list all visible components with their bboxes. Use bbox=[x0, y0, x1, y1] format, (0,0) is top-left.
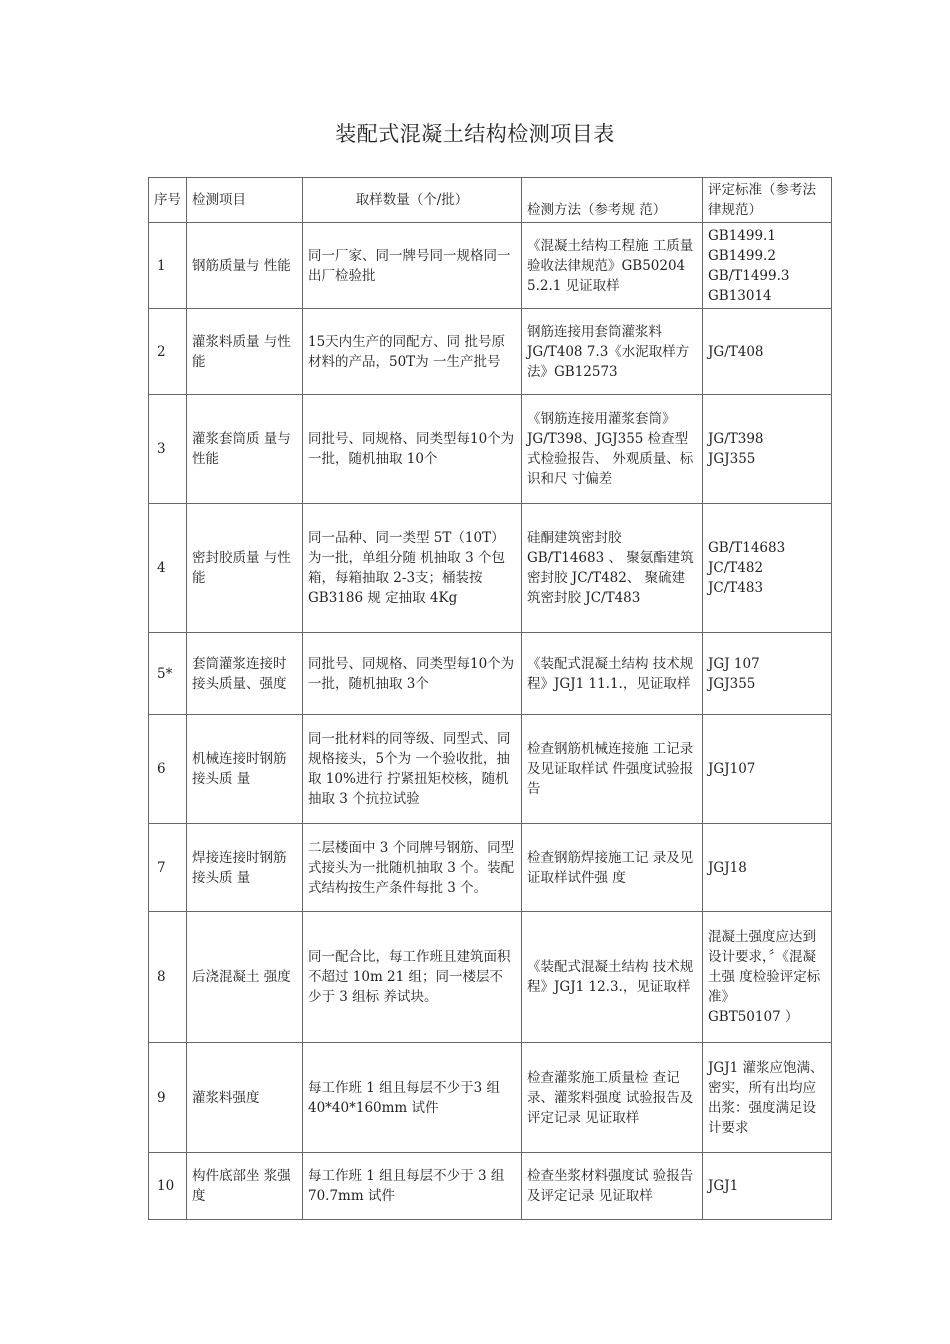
inspection-table bbox=[148, 177, 832, 1220]
row-standard bbox=[703, 1043, 832, 1153]
standard-line: GB1499.1 bbox=[708, 227, 776, 244]
row-method: 检查灌浆施工质量检 查记录、灌浆料强度 试验报告及评定记录 见证取样 bbox=[522, 1043, 703, 1153]
header-standard: 评定标准（参考法律规范） bbox=[703, 178, 832, 223]
header-no: 序号 bbox=[149, 178, 187, 223]
row-qty: 同一配合比，每工作班且建筑面积不超过 10m 21 组；同一楼层不少于 3 组标 养试块。 bbox=[303, 912, 522, 1043]
table-row bbox=[149, 715, 832, 824]
row-method: 《装配式混凝土结构 技术规程》JGJ1 11.1.，见证取样 bbox=[522, 633, 703, 715]
row-qty: 同一批材料的同等级、同型式、同规格接头，5个为 一个验收批，抽取 10%进行 拧紧扭矩校核，随机抽取 3 个抗拉试验 bbox=[303, 715, 522, 824]
row-standard bbox=[703, 633, 832, 715]
row-item: 套筒灌浆连接时接头质量、强度 bbox=[187, 633, 303, 715]
standard-line: JGJ1 灌浆应饱满、密实，所有出均应出浆：强度满足设计要求 bbox=[708, 1059, 824, 1136]
row-no: 9 bbox=[149, 1043, 187, 1153]
standard-line: JG/T408 bbox=[708, 343, 764, 360]
row-qty: 每工作班 1 组且每层不少于 3 组 70.7mm 试件 bbox=[303, 1153, 522, 1220]
standard-line: JGJ1 bbox=[708, 1178, 739, 1194]
row-qty: 15天内生产的同配方、同 批号原材料的产品，50T为 一生产批号 bbox=[303, 309, 522, 395]
table-row bbox=[149, 223, 832, 309]
row-no: 5* bbox=[149, 633, 187, 715]
row-item: 焊接连接时钢筋接头质 量 bbox=[187, 824, 303, 912]
standard-line: JGJ107 bbox=[708, 761, 756, 777]
row-method: 检查钢筋机械连接施 工记录及见证取样试 件强度试验报告 bbox=[522, 715, 703, 824]
table-row bbox=[149, 395, 832, 504]
row-method: 检查坐浆材料强度试 验报告及评定记录 见证取样 bbox=[522, 1153, 703, 1220]
row-method: 《钢筋连接用灌浆套筒》JG/T398、JGJ355 检查型式检验报告、 外观质量、标识和尺 寸偏差 bbox=[522, 395, 703, 504]
row-qty: 每工作班 1 组且每层不少于3 组 40*40*160mm 试件 bbox=[303, 1043, 522, 1153]
row-item: 构件底部坐 浆强度 bbox=[187, 1153, 303, 1220]
row-qty: 同一品种、同一类型 5T（10T）为一批，单组分随 机抽取 3 个包箱，每箱抽取 2-3支；桶装按 GB3186 规 定抽取 4Kg bbox=[303, 504, 522, 633]
standard-line: JGJ355 bbox=[708, 451, 756, 467]
header-qty: 取样数量（个/批） bbox=[303, 178, 522, 223]
standard-line: GB1499.2 bbox=[708, 247, 776, 264]
row-qty: 同一厂家、同一牌号同一规格同一出厂检验批 bbox=[303, 223, 522, 309]
header-row bbox=[149, 178, 832, 223]
row-standard bbox=[703, 715, 832, 824]
row-qty: 同批号、同规格、同类型每10个为一批，随机抽取 10个 bbox=[303, 395, 522, 504]
standard-line: JGJ 107 bbox=[708, 655, 760, 672]
standard-line: JC/T482 bbox=[708, 560, 764, 576]
standard-line: JC/T483 bbox=[708, 580, 764, 596]
row-method: 检查钢筋焊接施工记 录及见证取样试件强 度 bbox=[522, 824, 703, 912]
table-row bbox=[149, 1043, 832, 1153]
row-standard bbox=[703, 223, 832, 309]
header-method: 检测方法（参考规 范） bbox=[522, 178, 703, 223]
row-no: 1 bbox=[149, 223, 187, 309]
row-no: 6 bbox=[149, 715, 187, 824]
row-no: 3 bbox=[149, 395, 187, 504]
standard-line: GB/T14683 bbox=[708, 540, 786, 556]
row-item: 灌浆套筒质 量与性能 bbox=[187, 395, 303, 504]
standard-line: GBT50107 ） bbox=[708, 1009, 799, 1025]
row-no: 2 bbox=[149, 309, 187, 395]
row-no: 10 bbox=[149, 1153, 187, 1220]
row-standard bbox=[703, 912, 832, 1043]
standard-line: GB/T1499.3 bbox=[708, 267, 790, 284]
row-item: 密封胶质量 与性能 bbox=[187, 504, 303, 633]
row-no: 8 bbox=[149, 912, 187, 1043]
standard-line: JGJ355 bbox=[708, 675, 756, 692]
row-method: 《混凝土结构工程施 工质量验收法律规范》GB50204 5.2.1 见证取样 bbox=[522, 223, 703, 309]
row-method: 钢筋连接用套筒灌浆料 JG/T408 7.3《水泥取样方法》GB12573 bbox=[522, 309, 703, 395]
row-standard bbox=[703, 824, 832, 912]
row-standard bbox=[703, 395, 832, 504]
standard-line: GB13014 bbox=[708, 287, 772, 304]
table-row bbox=[149, 504, 832, 633]
row-method: 《装配式混凝土结构 技术规程》JGJ1 12.3.，见证取样 bbox=[522, 912, 703, 1043]
row-qty: 同批号、同规格、同类型每10个为一批，随机抽取 3个 bbox=[303, 633, 522, 715]
row-method: 硅酮建筑密封胶 GB/T14683 、 聚氨酯建筑密封胶 JC/T482、 聚硫建筑密封胶 JC/T483 bbox=[522, 504, 703, 633]
row-standard bbox=[703, 309, 832, 395]
table-row bbox=[149, 309, 832, 395]
table-row bbox=[149, 912, 832, 1043]
row-item: 机械连接时钢筋接头质 量 bbox=[187, 715, 303, 824]
row-standard bbox=[703, 504, 832, 633]
standard-line: JGJ18 bbox=[708, 859, 747, 876]
page-title: 装配式混凝土结构检测项目表 bbox=[335, 122, 615, 146]
row-no: 7 bbox=[149, 824, 187, 912]
row-standard bbox=[703, 1153, 832, 1220]
header-item: 检测项目 bbox=[187, 178, 303, 223]
row-no: 4 bbox=[149, 504, 187, 633]
row-item: 钢筋质量与 性能 bbox=[187, 223, 303, 309]
row-qty: 二层楼面中 3 个同牌号钢筋、同型式接头为一批随机抽取 3 个。装配式结构按生产条件每批 3 个。 bbox=[303, 824, 522, 912]
standard-line: 混凝土强度应达到设计要求，〞《混凝土强 度检验评定标准》 bbox=[708, 929, 821, 1005]
table-row bbox=[149, 1153, 832, 1220]
row-item: 灌浆料强度 bbox=[187, 1043, 303, 1153]
row-item: 后浇混凝土 强度 bbox=[187, 912, 303, 1043]
table-row bbox=[149, 633, 832, 715]
table-row bbox=[149, 824, 832, 912]
row-item: 灌浆料质量 与性能 bbox=[187, 309, 303, 395]
standard-line: JG/T398 bbox=[708, 431, 764, 447]
